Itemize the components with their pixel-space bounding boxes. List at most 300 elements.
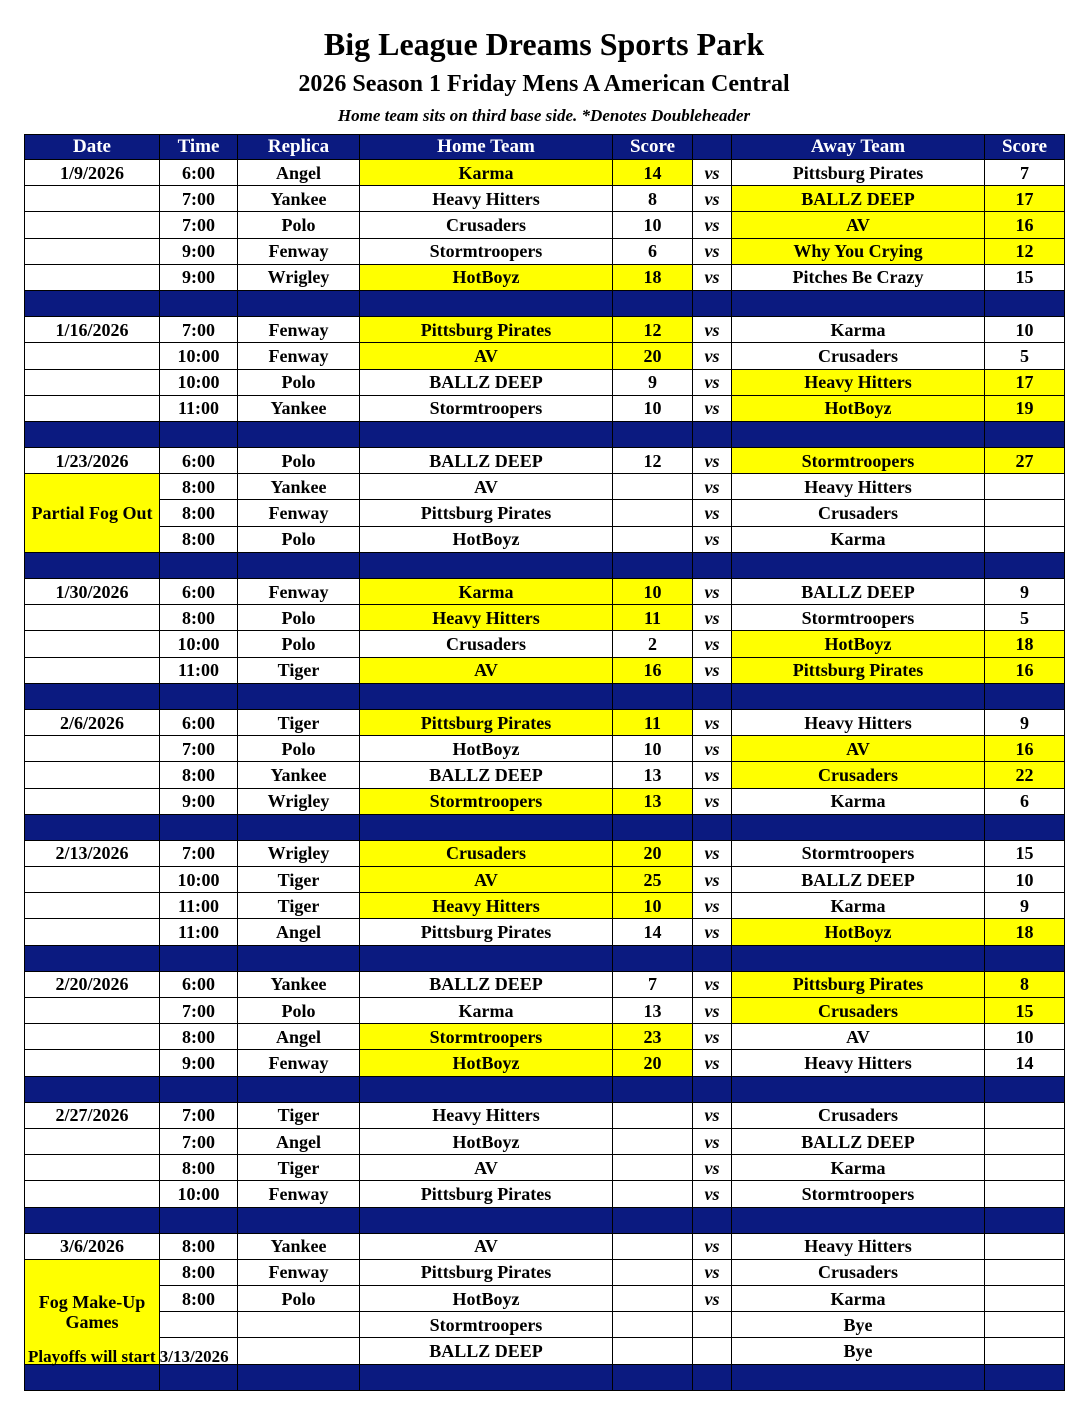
game-replica — [238, 1338, 360, 1364]
date-cell-empty — [25, 657, 160, 683]
vs-label: vs — [693, 867, 732, 893]
home-team: AV — [360, 1233, 613, 1259]
separator-cell — [360, 290, 613, 316]
home-score — [613, 1155, 693, 1181]
col-header-home-team: Home Team — [360, 135, 613, 160]
away-team: Stormtroopers — [732, 1181, 985, 1207]
away-team: Bye — [732, 1338, 985, 1364]
separator-cell — [238, 814, 360, 840]
game-time: 8:00 — [160, 474, 238, 500]
home-score: 16 — [613, 657, 693, 683]
vs-label: vs — [693, 998, 732, 1024]
separator-cell — [732, 683, 985, 709]
date-cell-empty — [25, 998, 160, 1024]
away-score: 9 — [985, 893, 1065, 919]
game-row — [25, 788, 1065, 814]
vs-label: vs — [693, 840, 732, 866]
separator-cell — [360, 683, 613, 709]
game-time: 8:00 — [160, 1286, 238, 1312]
game-time: 9:00 — [160, 1050, 238, 1076]
away-team: Crusaders — [732, 762, 985, 788]
date-note: Partial Fog Out — [25, 474, 160, 553]
away-team: Karma — [732, 893, 985, 919]
game-time: 8:00 — [160, 500, 238, 526]
game-time: 8:00 — [160, 1259, 238, 1285]
home-team: BALLZ DEEP — [360, 1338, 613, 1364]
home-score: 23 — [613, 1024, 693, 1050]
game-time — [160, 1312, 238, 1338]
separator-cell — [360, 945, 613, 971]
away-score — [985, 1338, 1065, 1364]
away-team: Heavy Hitters — [732, 1233, 985, 1259]
game-row — [25, 631, 1065, 657]
game-row — [25, 526, 1065, 552]
vs-label: vs — [693, 1102, 732, 1128]
game-replica: Wrigley — [238, 264, 360, 290]
separator-cell — [693, 421, 732, 447]
away-team: Bye — [732, 1312, 985, 1338]
game-time: 8:00 — [160, 1155, 238, 1181]
game-replica: Yankee — [238, 474, 360, 500]
game-row — [25, 840, 1065, 866]
game-row — [25, 1181, 1065, 1207]
separator-cell — [693, 1076, 732, 1102]
game-row — [25, 657, 1065, 683]
game-date: 2/6/2026 — [25, 709, 160, 735]
away-score: 6 — [985, 788, 1065, 814]
vs-label: vs — [693, 736, 732, 762]
game-replica: Fenway — [238, 343, 360, 369]
away-team: Karma — [732, 1155, 985, 1181]
separator-cell — [160, 290, 238, 316]
week-separator — [25, 1207, 1065, 1233]
separator-cell — [238, 683, 360, 709]
game-row — [25, 1050, 1065, 1076]
away-team: AV — [732, 1024, 985, 1050]
game-row — [25, 238, 1065, 264]
separator-cell — [985, 945, 1065, 971]
separator-cell — [160, 552, 238, 578]
game-row — [25, 1155, 1065, 1181]
separator-cell — [732, 1207, 985, 1233]
game-replica: Polo — [238, 736, 360, 762]
home-team: Crusaders — [360, 631, 613, 657]
away-score — [985, 526, 1065, 552]
home-team: Heavy Hitters — [360, 1102, 613, 1128]
separator-cell — [238, 945, 360, 971]
separator-cell — [238, 290, 360, 316]
header-row — [25, 135, 1065, 160]
away-score — [985, 1233, 1065, 1259]
page-title: Big League Dreams Sports Park — [323, 26, 765, 62]
vs-label: vs — [693, 1050, 732, 1076]
game-time: 11:00 — [160, 919, 238, 945]
home-score: 10 — [613, 395, 693, 421]
home-team: HotBoyz — [360, 264, 613, 290]
game-replica: Polo — [238, 212, 360, 238]
separator-cell — [693, 1207, 732, 1233]
vs-label: vs — [693, 1233, 732, 1259]
date-cell-empty — [25, 369, 160, 395]
schedule-body — [25, 160, 1065, 1391]
game-time: 10:00 — [160, 631, 238, 657]
away-team: Crusaders — [732, 343, 985, 369]
game-replica — [238, 1312, 360, 1338]
away-score: 9 — [985, 579, 1065, 605]
game-time: 7:00 — [160, 1128, 238, 1154]
home-score: 12 — [613, 317, 693, 343]
separator-cell — [160, 814, 238, 840]
away-score: 5 — [985, 605, 1065, 631]
separator-cell — [25, 290, 160, 316]
game-row — [25, 579, 1065, 605]
separator-cell — [25, 814, 160, 840]
separator-cell — [238, 1364, 360, 1390]
game-time: 6:00 — [160, 579, 238, 605]
separator-cell — [160, 683, 238, 709]
home-team: Karma — [360, 998, 613, 1024]
game-replica: Tiger — [238, 1102, 360, 1128]
game-row — [25, 1312, 1065, 1338]
separator-cell — [732, 421, 985, 447]
separator-cell — [613, 814, 693, 840]
game-replica: Tiger — [238, 657, 360, 683]
away-team: Karma — [732, 1286, 985, 1312]
separator-cell — [693, 552, 732, 578]
game-row — [25, 1233, 1065, 1259]
away-score: 27 — [985, 448, 1065, 474]
col-header-time: Time — [160, 135, 238, 160]
game-replica: Yankee — [238, 395, 360, 421]
away-team: HotBoyz — [732, 395, 985, 421]
week-separator — [25, 814, 1065, 840]
game-time: 7:00 — [160, 317, 238, 343]
game-row — [25, 395, 1065, 421]
separator-cell — [25, 1207, 160, 1233]
away-team: Crusaders — [732, 500, 985, 526]
game-time: 8:00 — [160, 1024, 238, 1050]
date-cell-empty — [25, 1181, 160, 1207]
game-time: 7:00 — [160, 840, 238, 866]
game-time: 8:00 — [160, 1233, 238, 1259]
away-team: Pittsburg Pirates — [732, 971, 985, 997]
home-score — [613, 474, 693, 500]
away-team: Karma — [732, 317, 985, 343]
game-row — [25, 369, 1065, 395]
game-time: 7:00 — [160, 186, 238, 212]
home-team: Pittsburg Pirates — [360, 1259, 613, 1285]
game-row — [25, 893, 1065, 919]
away-team: Pittsburg Pirates — [732, 160, 985, 186]
away-team: Crusaders — [732, 1259, 985, 1285]
game-date: 1/9/2026 — [25, 160, 160, 186]
away-team: AV — [732, 736, 985, 762]
date-cell-empty — [25, 788, 160, 814]
separator-cell — [985, 421, 1065, 447]
week-separator — [25, 552, 1065, 578]
separator-cell — [238, 552, 360, 578]
game-replica: Polo — [238, 631, 360, 657]
away-score — [985, 1286, 1065, 1312]
separator-cell — [360, 552, 613, 578]
away-team: Pittsburg Pirates — [732, 657, 985, 683]
date-cell-empty — [25, 893, 160, 919]
home-team: Pittsburg Pirates — [360, 709, 613, 735]
home-score — [613, 1312, 693, 1338]
date-cell-empty — [25, 762, 160, 788]
date-cell-empty — [25, 186, 160, 212]
separator-cell — [360, 1364, 613, 1390]
date-cell-empty — [25, 631, 160, 657]
home-team: Karma — [360, 160, 613, 186]
game-replica: Wrigley — [238, 788, 360, 814]
game-time: 10:00 — [160, 1181, 238, 1207]
separator-cell — [613, 1076, 693, 1102]
away-score: 16 — [985, 212, 1065, 238]
game-time: 9:00 — [160, 264, 238, 290]
away-score: 10 — [985, 867, 1065, 893]
away-score — [985, 1102, 1065, 1128]
game-date: 2/20/2026 — [25, 971, 160, 997]
away-score: 12 — [985, 238, 1065, 264]
away-score: 17 — [985, 369, 1065, 395]
separator-cell — [985, 683, 1065, 709]
separator-cell — [985, 814, 1065, 840]
home-team: AV — [360, 657, 613, 683]
home-score: 20 — [613, 1050, 693, 1076]
game-row — [25, 500, 1065, 526]
col-header-away-team: Away Team — [732, 135, 985, 160]
col-header-away-score: Score — [985, 135, 1065, 160]
home-team: HotBoyz — [360, 1286, 613, 1312]
home-score: 13 — [613, 788, 693, 814]
game-time: 11:00 — [160, 657, 238, 683]
home-team: Stormtroopers — [360, 238, 613, 264]
home-team: BALLZ DEEP — [360, 369, 613, 395]
game-replica: Fenway — [238, 317, 360, 343]
home-team: Karma — [360, 579, 613, 605]
separator-cell — [25, 683, 160, 709]
date-cell-empty — [25, 605, 160, 631]
vs-label: vs — [693, 448, 732, 474]
game-row — [25, 709, 1065, 735]
separator-cell — [238, 421, 360, 447]
game-replica: Polo — [238, 605, 360, 631]
game-time: 7:00 — [160, 212, 238, 238]
vs-label: vs — [693, 971, 732, 997]
game-time: 7:00 — [160, 998, 238, 1024]
game-row — [25, 762, 1065, 788]
separator-cell — [693, 814, 732, 840]
game-date: 2/13/2026 — [25, 840, 160, 866]
date-cell-empty — [25, 1155, 160, 1181]
game-replica: Angel — [238, 919, 360, 945]
game-row — [25, 212, 1065, 238]
separator-cell — [160, 1364, 238, 1390]
home-team: AV — [360, 474, 613, 500]
home-team: Stormtroopers — [360, 788, 613, 814]
game-time: 7:00 — [160, 736, 238, 762]
date-cell-empty — [25, 238, 160, 264]
game-date: 3/6/2026 — [25, 1233, 160, 1259]
away-score: 10 — [985, 1024, 1065, 1050]
home-team: Heavy Hitters — [360, 186, 613, 212]
game-replica: Fenway — [238, 238, 360, 264]
home-team: Pittsburg Pirates — [360, 317, 613, 343]
separator-cell — [693, 290, 732, 316]
page-subtitle: 2026 Season 1 Friday Mens A American Central — [298, 71, 790, 97]
vs-label: vs — [693, 631, 732, 657]
away-score — [985, 474, 1065, 500]
home-team: Pittsburg Pirates — [360, 919, 613, 945]
home-score: 13 — [613, 762, 693, 788]
away-score: 17 — [985, 186, 1065, 212]
away-team: Karma — [732, 788, 985, 814]
home-team: Stormtroopers — [360, 1312, 613, 1338]
game-replica: Angel — [238, 1128, 360, 1154]
home-team: Crusaders — [360, 212, 613, 238]
date-cell-empty — [25, 736, 160, 762]
home-score: 20 — [613, 840, 693, 866]
separator-cell — [732, 1076, 985, 1102]
vs-label: vs — [693, 369, 732, 395]
separator-cell — [25, 1076, 160, 1102]
game-row — [25, 605, 1065, 631]
separator-cell — [985, 290, 1065, 316]
date-cell-empty — [25, 343, 160, 369]
game-row — [25, 867, 1065, 893]
home-score — [613, 526, 693, 552]
vs-label: vs — [693, 186, 732, 212]
vs-label: vs — [693, 160, 732, 186]
home-team: Heavy Hitters — [360, 893, 613, 919]
away-team: Pitches Be Crazy — [732, 264, 985, 290]
vs-label: vs — [693, 238, 732, 264]
vs-label: vs — [693, 788, 732, 814]
vs-label: vs — [693, 343, 732, 369]
game-replica: Fenway — [238, 1050, 360, 1076]
separator-cell — [25, 945, 160, 971]
home-team: BALLZ DEEP — [360, 971, 613, 997]
away-team: HotBoyz — [732, 919, 985, 945]
game-time: 11:00 — [160, 395, 238, 421]
separator-cell — [985, 1364, 1065, 1390]
game-row — [25, 971, 1065, 997]
home-score: 12 — [613, 448, 693, 474]
vs-label: vs — [693, 1024, 732, 1050]
week-separator — [25, 290, 1065, 316]
away-team: BALLZ DEEP — [732, 867, 985, 893]
week-separator — [25, 1364, 1065, 1390]
col-header-date: Date — [25, 135, 160, 160]
away-team: Crusaders — [732, 998, 985, 1024]
away-score: 10 — [985, 317, 1065, 343]
separator-cell — [160, 945, 238, 971]
separator-cell — [613, 1364, 693, 1390]
home-score — [613, 1181, 693, 1207]
separator-cell — [985, 1076, 1065, 1102]
separator-cell — [693, 1364, 732, 1390]
game-time: 8:00 — [160, 605, 238, 631]
away-score — [985, 1312, 1065, 1338]
home-team: AV — [360, 1155, 613, 1181]
away-score — [985, 1181, 1065, 1207]
game-date: 2/27/2026 — [25, 1102, 160, 1128]
home-score: 10 — [613, 212, 693, 238]
game-replica: Yankee — [238, 1233, 360, 1259]
home-score: 18 — [613, 264, 693, 290]
vs-label: vs — [693, 605, 732, 631]
date-cell-empty — [25, 395, 160, 421]
playoffs-note: Playoffs will start 3/13/2026 — [28, 1347, 229, 1366]
home-team: BALLZ DEEP — [360, 448, 613, 474]
game-time: 6:00 — [160, 709, 238, 735]
away-team: Heavy Hitters — [732, 369, 985, 395]
date-cell-empty — [25, 1050, 160, 1076]
vs-label: vs — [693, 709, 732, 735]
week-separator — [25, 683, 1065, 709]
game-date: 1/30/2026 — [25, 579, 160, 605]
game-time: 8:00 — [160, 762, 238, 788]
date-cell-empty — [25, 867, 160, 893]
game-time: 7:00 — [160, 1102, 238, 1128]
away-score — [985, 1128, 1065, 1154]
game-row — [25, 1259, 1065, 1285]
away-score: 18 — [985, 631, 1065, 657]
home-score — [613, 1128, 693, 1154]
away-team: Heavy Hitters — [732, 709, 985, 735]
week-separator — [25, 945, 1065, 971]
game-replica: Polo — [238, 1286, 360, 1312]
home-team: Crusaders — [360, 840, 613, 866]
game-replica: Polo — [238, 448, 360, 474]
game-time: 6:00 — [160, 160, 238, 186]
game-replica: Polo — [238, 369, 360, 395]
game-time: 6:00 — [160, 448, 238, 474]
vs-label: vs — [693, 500, 732, 526]
game-replica: Fenway — [238, 500, 360, 526]
vs-label: vs — [693, 579, 732, 605]
game-replica: Yankee — [238, 971, 360, 997]
away-score — [985, 500, 1065, 526]
away-team: Why You Crying — [732, 238, 985, 264]
separator-cell — [613, 1207, 693, 1233]
vs-label: vs — [693, 1128, 732, 1154]
vs-label: vs — [693, 212, 732, 238]
game-time: 9:00 — [160, 788, 238, 814]
col-header-home-score: Score — [613, 135, 693, 160]
game-row — [25, 736, 1065, 762]
game-replica: Fenway — [238, 1259, 360, 1285]
home-score: 2 — [613, 631, 693, 657]
separator-cell — [360, 814, 613, 840]
vs-label: vs — [693, 395, 732, 421]
game-date: 1/16/2026 — [25, 317, 160, 343]
vs-label: vs — [693, 919, 732, 945]
home-score — [613, 1102, 693, 1128]
home-score: 20 — [613, 343, 693, 369]
home-score — [613, 1259, 693, 1285]
separator-cell — [25, 552, 160, 578]
game-row — [25, 1024, 1065, 1050]
game-replica: Polo — [238, 526, 360, 552]
away-score: 9 — [985, 709, 1065, 735]
vs-label: vs — [693, 317, 732, 343]
game-replica: Tiger — [238, 1155, 360, 1181]
home-score — [613, 1233, 693, 1259]
home-score: 9 — [613, 369, 693, 395]
vs-label: vs — [693, 657, 732, 683]
